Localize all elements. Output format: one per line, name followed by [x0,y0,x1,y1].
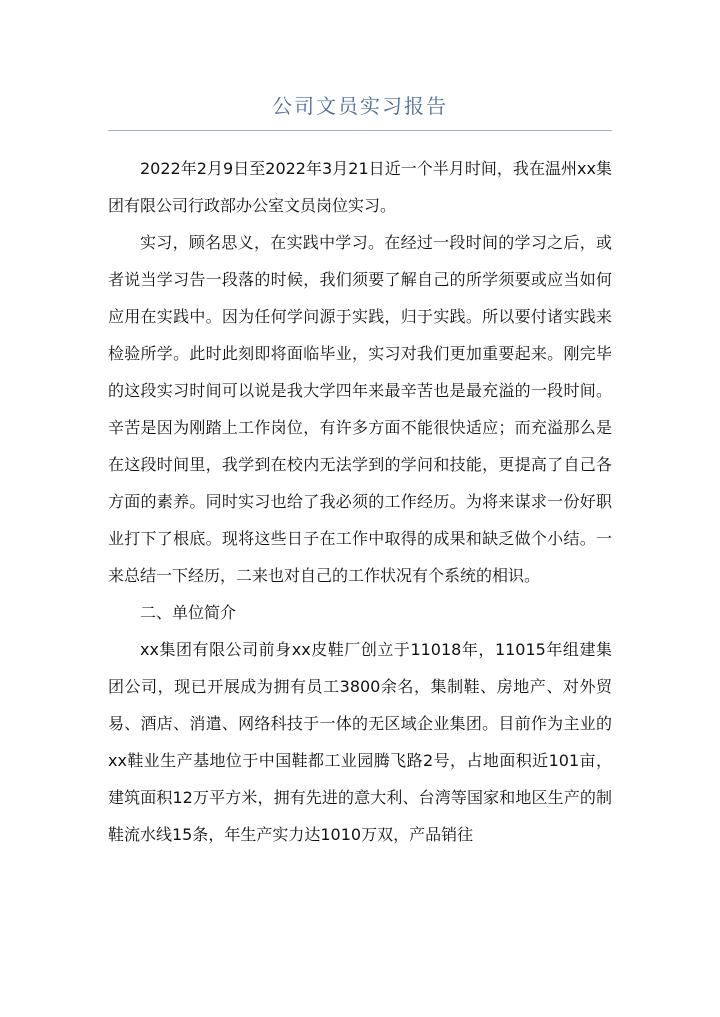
paragraph-internship-period: 2022年2月9日至2022年3月21日近一个半月时间，我在温州xx集团有限公司行政部办公室文员岗位实习。 [108,159,612,215]
title-divider [108,130,612,131]
document-body [108,150,612,853]
document-title: 公司文员实习报告 [272,94,448,118]
section-heading-company-intro: 二、单位简介 [140,603,237,622]
paragraph-internship-meaning: 实习，顾名思义，在实践中学习。在经过一段时间的学习之后，或者说当学习告一段落的时候，我们须要了解自己的所学须要或应当如何应用在实践中。因为任何学问源于实践，归于实践。所以要付诸实践来检验所学。此时此刻即将面临毕业，实习对我们更加重要起来。刚完毕的这段实习时间可以说是我大学四年来最辛苦也是最充溢的一段时间。辛苦是因为刚踏上工作岗位，有许多方面不能很快适应；而充溢那么是在这段时间里，我学到在校内无法学到的学问和技能，更提高了自己各方面的素养。同时实习也给了我必须的工作经历。为将来谋求一份好职业打下了根底。现将这些日子在工作中取得的成果和缺乏做个小结。一来总结一下经历，二来也对自己的工作状况有个系统的相识。 [108,233,612,585]
paragraph-company-intro: xx集团有限公司前身xx皮鞋厂创立于11018年，11015年组建集团公司，现已开展成为拥有员工3800余名，集制鞋、房地产、对外贸易、酒店、消遣、网络科技于一体的无区域企业集团。目前作为主业的xx鞋业生产基地位于中国鞋都工业园腾飞路2号，占地面积近101亩，建筑面积12万平方米，拥有先进的意大利、台湾等国家和地区生产的制鞋流水线15条，年生产实力达1010万双，产品销往 [108,640,612,844]
